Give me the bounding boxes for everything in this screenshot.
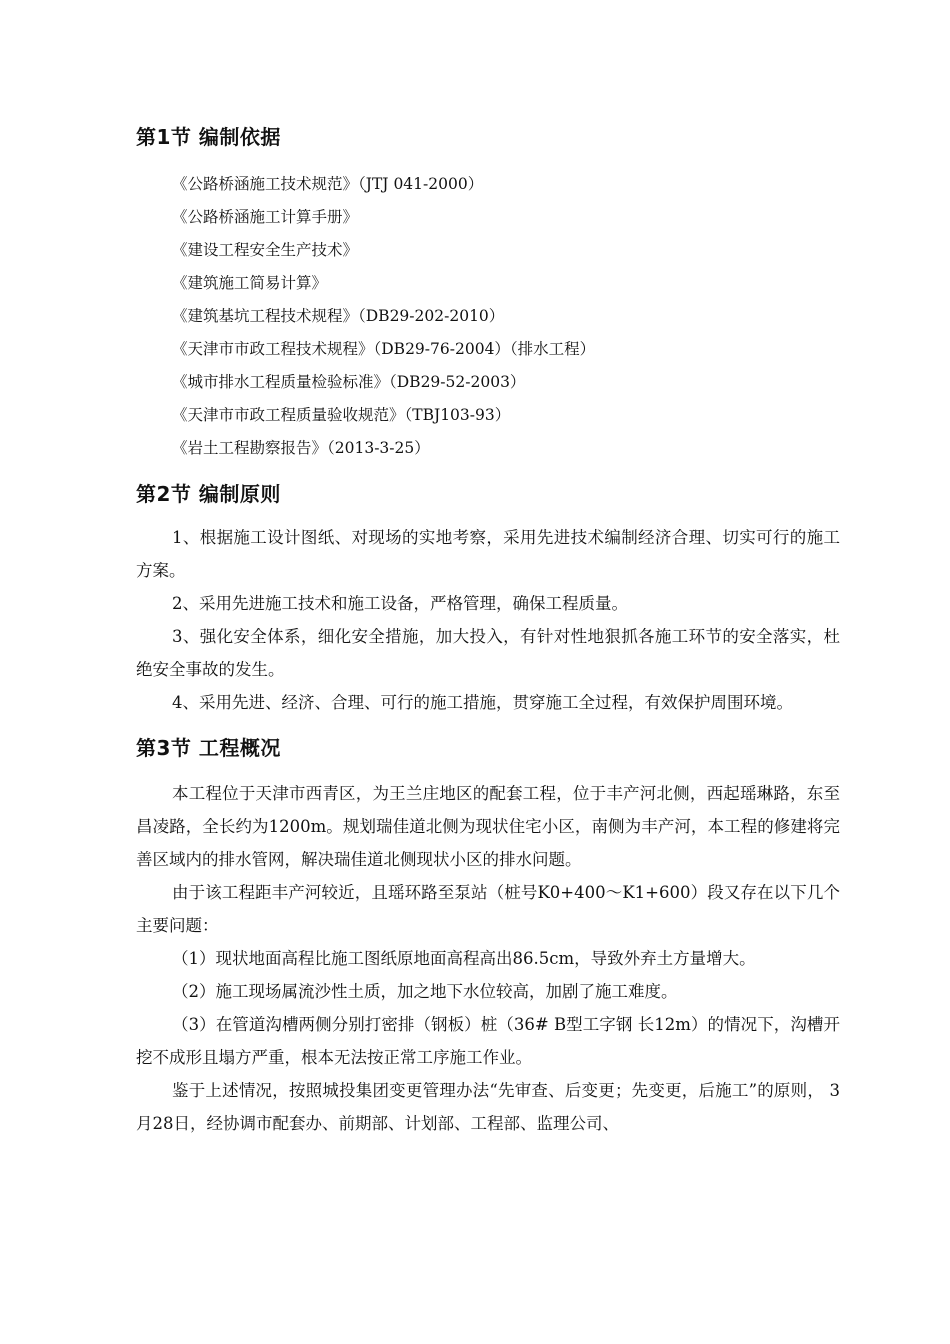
overview-paragraph: （1）现状地面高程比施工图纸原地面高程高出86.5cm，导致外弃土方量增大。 — [172, 949, 756, 968]
overview-paragraph: 由于该工程距丰产河较近，且瑶环路至泵站（桩号K0+400～K1+600）段又存在以下几个主要问题： — [136, 883, 840, 935]
principle-paragraph: 3、强化安全体系，细化安全措施，加大投入，有针对性地狠抓各施工环节的安全落实，杜绝安全事故的发生。 — [136, 627, 840, 679]
principle-paragraph: 2、采用先进施工技术和施工设备，严格管理，确保工程质量。 — [172, 594, 628, 613]
reference-item: 《建筑基坑工程技术规程》（DB29-202-2010） — [172, 307, 505, 325]
reference-list — [136, 168, 840, 465]
reference-item: 《公路桥涵施工计算手册》 — [172, 208, 359, 226]
reference-item: 《公路桥涵施工技术规范》（JTJ 041-2000） — [172, 175, 484, 193]
overview-paragraph: 鉴于上述情况，按照城投集团变更管理办法“先审查、后变更；先变更，后施工”的原则， 3月28日，经协调市配套办、前期部、计划部、工程部、监理公司、 — [136, 1081, 840, 1133]
reference-item: 《建设工程安全生产技术》 — [172, 241, 359, 259]
principle-paragraph: 4、采用先进、经济、合理、可行的施工措施，贯穿施工全过程，有效保护周围环境。 — [172, 693, 793, 712]
overview-paragraph: （2）施工现场属流沙性土质，加之地下水位较高，加剧了施工难度。 — [172, 982, 678, 1001]
reference-item: 《天津市市政工程技术规程》（DB29-76-2004）（排水工程） — [172, 340, 596, 358]
reference-item: 《天津市市政工程质量验收规范》（TBJ103-93） — [172, 406, 511, 424]
section-3-heading: 第3节 工程概况 — [136, 736, 281, 760]
section-1-heading: 第1节 编制依据 — [136, 125, 281, 149]
reference-item: 《建筑施工简易计算》 — [172, 274, 328, 292]
reference-item: 《城市排水工程质量检验标准》（DB29-52-2003） — [172, 373, 526, 391]
reference-item: 《岩土工程勘察报告》（2013-3-25） — [172, 439, 430, 457]
overview-paragraph: （3）在管道沟槽两侧分别打密排（钢板）桩（36# B型工字钢 长12m）的情况下，沟槽开挖不成形且塌方严重，根本无法按正常工序施工作业。 — [136, 1015, 840, 1067]
principle-paragraph: 1、根据施工设计图纸、对现场的实地考察，采用先进技术编制经济合理、切实可行的施工方案。 — [136, 528, 840, 580]
document-body — [136, 122, 840, 1140]
overview-paragraph: 本工程位于天津市西青区，为王兰庄地区的配套工程，位于丰产河北侧，西起瑶琳路，东至昌凌路，全长约为1200m。规划瑞佳道北侧为现状住宅小区，南侧为丰产河，本工程的修建将完善区域内的排水管网，解决瑞佳道北侧现状小区的排水问题。 — [136, 784, 840, 869]
section-2-heading: 第2节 编制原则 — [136, 482, 281, 506]
